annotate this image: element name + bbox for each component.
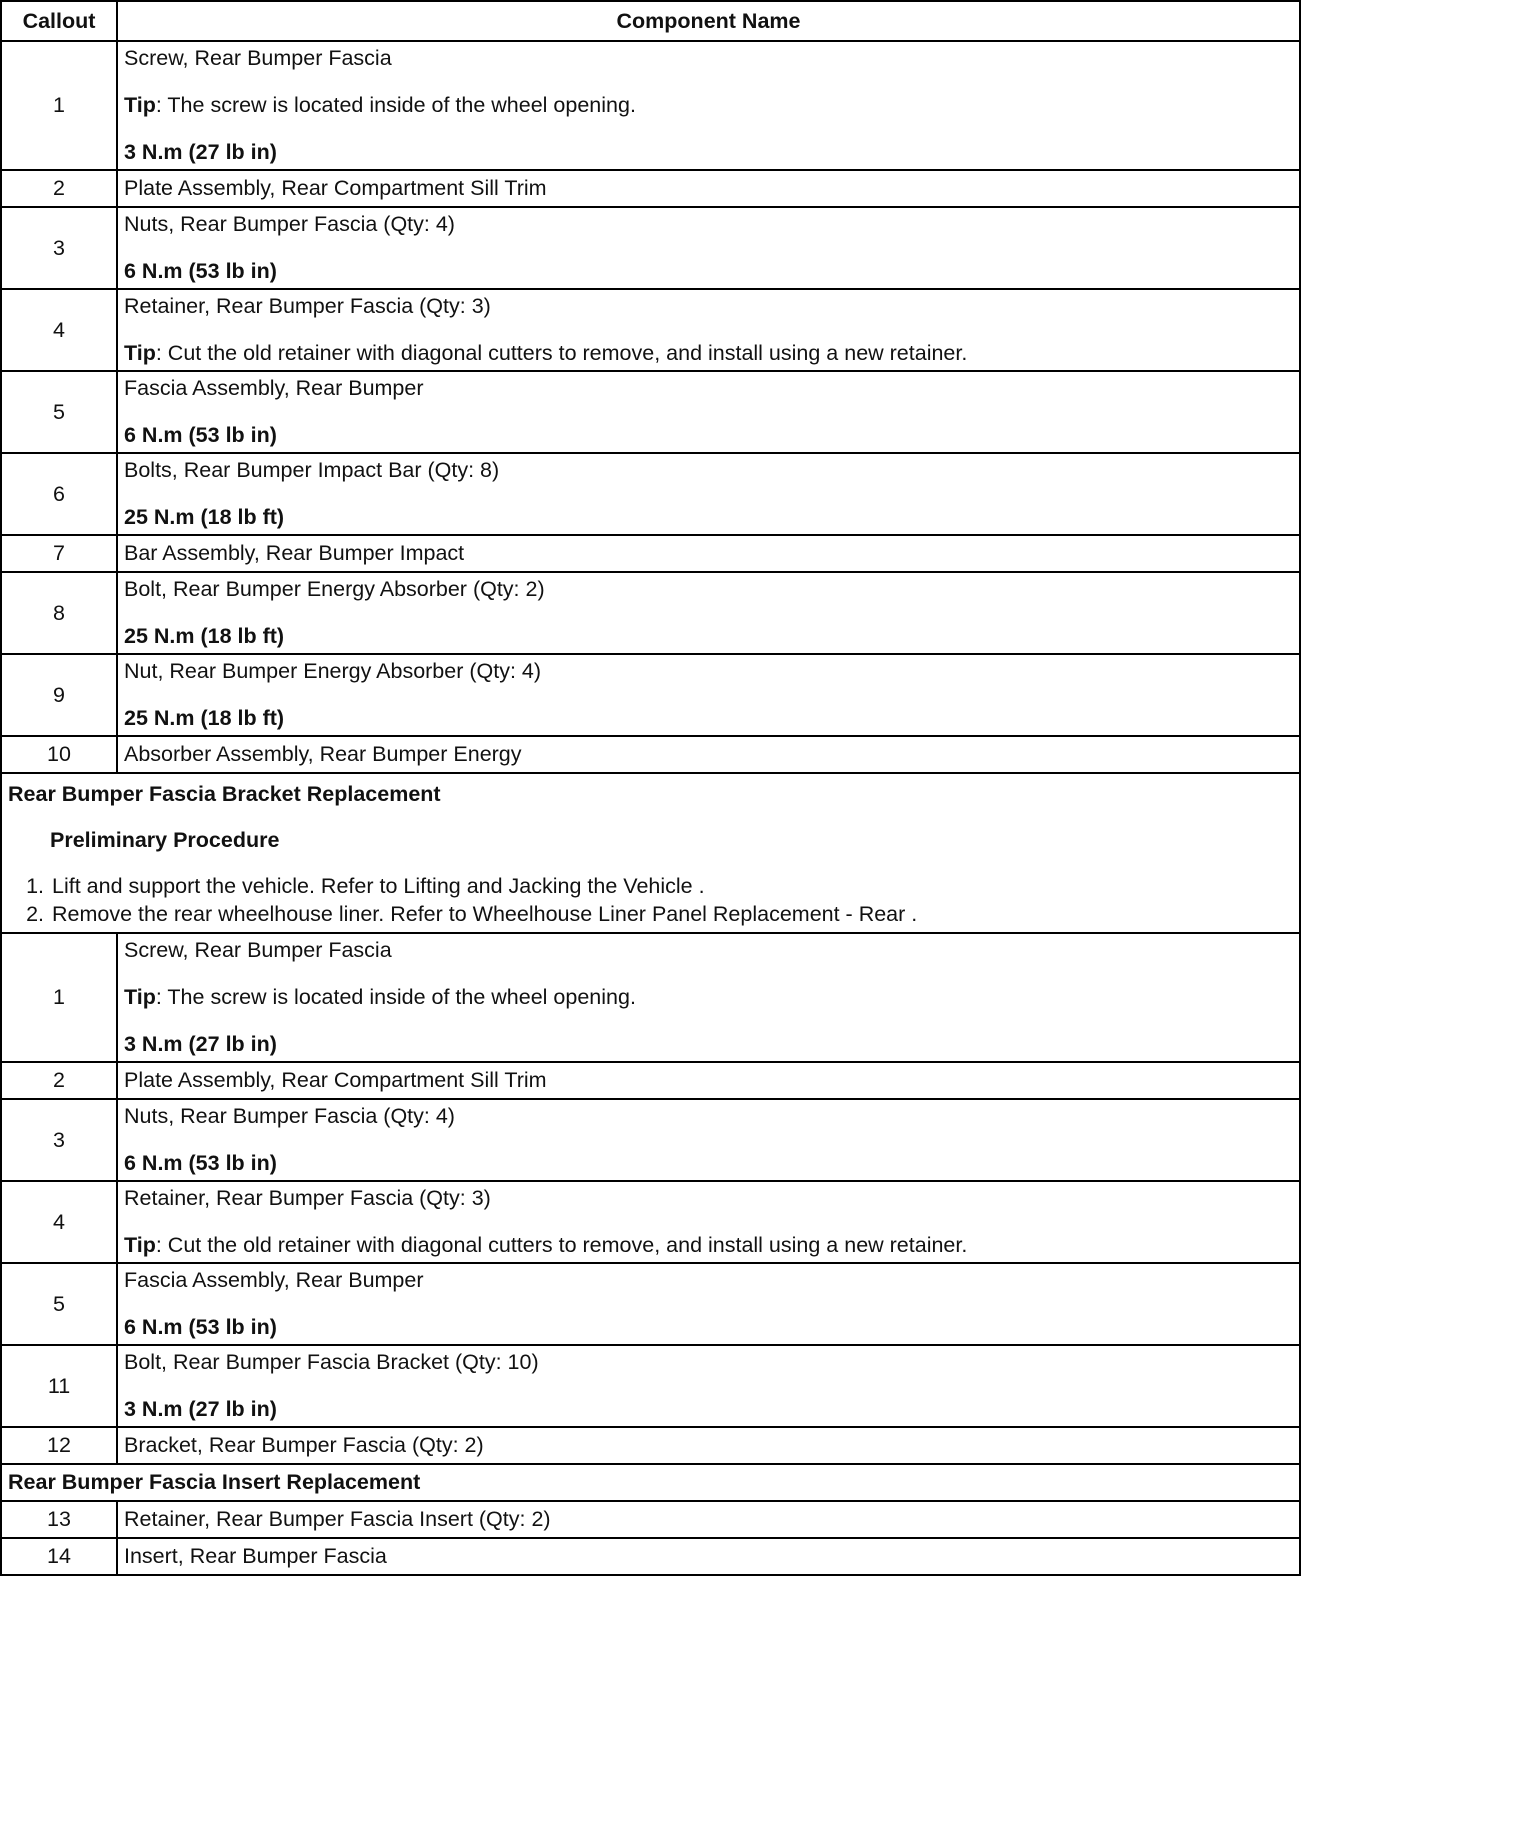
- component-cell: [117, 41, 1300, 170]
- table-row: [1, 453, 1300, 535]
- tip-text: [124, 1232, 1293, 1259]
- torque-spec: 3 N.m (27 lb in): [124, 1397, 277, 1421]
- torque-spec: 3 N.m (27 lb in): [124, 140, 277, 164]
- table-row: [1, 1427, 1300, 1464]
- component-name: Absorber Assembly, Rear Bumper Energy: [117, 736, 1300, 773]
- procedure-cell: [1, 773, 1300, 933]
- tip-label: Tip: [124, 1233, 156, 1257]
- table-row: [1, 535, 1300, 572]
- component-cell: [117, 453, 1300, 535]
- component-cell: [117, 371, 1300, 453]
- callout-number: 13: [1, 1501, 117, 1538]
- torque-spec: 3 N.m (27 lb in): [124, 1032, 277, 1056]
- component-name: Plate Assembly, Rear Compartment Sill Trim: [117, 1062, 1300, 1099]
- procedure-step: 2. Remove the rear wheelhouse liner. Refer to Wheelhouse Liner Panel Replacement - Rear .: [50, 900, 1293, 928]
- callout-number: 7: [1, 535, 117, 572]
- tip-text: [124, 984, 1293, 1011]
- torque-spec: 6 N.m (53 lb in): [124, 1315, 277, 1339]
- component-name-column-header: Component Name: [117, 1, 1300, 41]
- table-row: [1, 1345, 1300, 1427]
- table-row: [1, 289, 1300, 371]
- component-cell: [117, 933, 1300, 1062]
- callout-number: 1: [1, 933, 117, 1062]
- section-title: Rear Bumper Fascia Insert Replacement: [1, 1464, 1300, 1501]
- component-name: Insert, Rear Bumper Fascia: [117, 1538, 1300, 1575]
- component-name: Screw, Rear Bumper Fascia: [124, 46, 392, 70]
- component-name: Nuts, Rear Bumper Fascia (Qty: 4): [124, 1104, 455, 1128]
- callout-number: 8: [1, 572, 117, 654]
- callout-number: 5: [1, 1263, 117, 1345]
- torque-spec: 6 N.m (53 lb in): [124, 259, 277, 283]
- component-cell: [117, 1099, 1300, 1181]
- tip-text: [124, 340, 1293, 367]
- tip-label: Tip: [124, 93, 156, 117]
- procedure-steps: [8, 872, 1293, 928]
- component-name: Bar Assembly, Rear Bumper Impact: [117, 535, 1300, 572]
- callout-number: 14: [1, 1538, 117, 1575]
- table-row: [1, 1062, 1300, 1099]
- component-name: Fascia Assembly, Rear Bumper: [124, 1268, 424, 1292]
- section-header-row: [1, 1464, 1300, 1501]
- torque-spec: 6 N.m (53 lb in): [124, 423, 277, 447]
- component-cell: [117, 572, 1300, 654]
- table-row: [1, 1099, 1300, 1181]
- component-name: Fascia Assembly, Rear Bumper: [124, 376, 424, 400]
- component-name: Bracket, Rear Bumper Fascia (Qty: 2): [117, 1427, 1300, 1464]
- tip-body: : Cut the old retainer with diagonal cutters to remove, and install using a new retainer.: [155, 341, 968, 365]
- tip-text: [124, 92, 1293, 119]
- table-row: [1, 654, 1300, 736]
- component-name: Bolt, Rear Bumper Fascia Bracket (Qty: 10): [124, 1350, 539, 1374]
- component-name: Screw, Rear Bumper Fascia: [124, 938, 392, 962]
- component-name: Retainer, Rear Bumper Fascia (Qty: 3): [124, 294, 491, 318]
- tip-label: Tip: [124, 985, 156, 1009]
- callout-number: 10: [1, 736, 117, 773]
- component-name: Plate Assembly, Rear Compartment Sill Trim: [117, 170, 1300, 207]
- component-name: Bolts, Rear Bumper Impact Bar (Qty: 8): [124, 458, 500, 482]
- table-row: [1, 1538, 1300, 1575]
- tip-body: : The screw is located inside of the wheel opening.: [155, 93, 636, 117]
- callout-number: 3: [1, 207, 117, 289]
- callout-column-header: Callout: [1, 1, 117, 41]
- callout-number: 3: [1, 1099, 117, 1181]
- table-row: [1, 572, 1300, 654]
- component-name: Bolt, Rear Bumper Energy Absorber (Qty: 2): [124, 577, 545, 601]
- component-name: Nuts, Rear Bumper Fascia (Qty: 4): [124, 212, 455, 236]
- callout-number: 6: [1, 453, 117, 535]
- component-name: Retainer, Rear Bumper Fascia (Qty: 3): [124, 1186, 491, 1210]
- callout-number: 4: [1, 289, 117, 371]
- component-cell: [117, 289, 1300, 371]
- torque-spec: 25 N.m (18 lb ft): [124, 505, 285, 529]
- table-row: [1, 1181, 1300, 1263]
- callout-number: 4: [1, 1181, 117, 1263]
- callout-number: 11: [1, 1345, 117, 1427]
- table-row: [1, 41, 1300, 170]
- section-header-row: [1, 773, 1300, 933]
- torque-spec: 25 N.m (18 lb ft): [124, 706, 285, 730]
- callout-number: 5: [1, 371, 117, 453]
- procedure-subtitle: Preliminary Procedure: [50, 828, 280, 852]
- procedure-step: 1. Lift and support the vehicle. Refer to Lifting and Jacking the Vehicle .: [50, 872, 1293, 900]
- tip-body: : Cut the old retainer with diagonal cutters to remove, and install using a new retainer.: [155, 1233, 968, 1257]
- table-row: [1, 736, 1300, 773]
- component-cell: [117, 1181, 1300, 1263]
- tip-body: : The screw is located inside of the wheel opening.: [155, 985, 636, 1009]
- component-name: Retainer, Rear Bumper Fascia Insert (Qty: 2): [117, 1501, 1300, 1538]
- section-title: Rear Bumper Fascia Bracket Replacement: [8, 782, 441, 806]
- component-cell: [117, 1345, 1300, 1427]
- callout-number: 2: [1, 170, 117, 207]
- table-row: [1, 170, 1300, 207]
- table-row: [1, 371, 1300, 453]
- component-name: Nut, Rear Bumper Energy Absorber (Qty: 4): [124, 659, 542, 683]
- table-row: [1, 1501, 1300, 1538]
- tip-label: Tip: [124, 341, 156, 365]
- table-row: [1, 207, 1300, 289]
- component-cell: [117, 654, 1300, 736]
- callout-number: 1: [1, 41, 117, 170]
- table-header-row: [1, 1, 1300, 41]
- torque-spec: 25 N.m (18 lb ft): [124, 624, 285, 648]
- table-row: [1, 933, 1300, 1062]
- torque-spec: 6 N.m (53 lb in): [124, 1151, 277, 1175]
- callout-number: 9: [1, 654, 117, 736]
- table-row: [1, 1263, 1300, 1345]
- component-cell: [117, 207, 1300, 289]
- callout-number: 2: [1, 1062, 117, 1099]
- component-cell: [117, 1263, 1300, 1345]
- callout-number: 12: [1, 1427, 117, 1464]
